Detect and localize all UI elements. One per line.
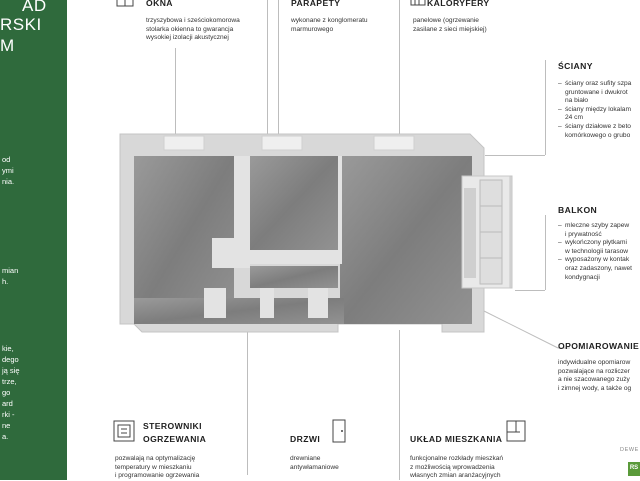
uklad-label: UKŁAD MIESZKANIA [410, 434, 503, 444]
sidebar-text: ymi [2, 166, 14, 175]
connector-line [399, 330, 400, 480]
parapety-desc-line: wykonane z konglomeratu [291, 17, 368, 24]
sidebar-text: trze, [2, 377, 17, 386]
sidebar-text: mian [2, 266, 19, 275]
sterowniki-desc-line: pozwalają na optymalizację [115, 455, 196, 462]
uklad-desc-line: własnych zmian aranżacyjnych [410, 472, 501, 480]
floor-plan [112, 128, 520, 340]
sterowniki-label-line-1: STEROWNIKI [143, 421, 202, 431]
sciany-item-line: na biało [565, 97, 589, 105]
okna-desc-line: wysokiej izolacji akustycznej [146, 34, 229, 42]
window-icon [116, 0, 134, 13]
sterowniki-description [115, 455, 199, 481]
sidebar-text: ard [2, 399, 13, 408]
balkon-item-line: i prywatność [565, 230, 602, 238]
sciany-item-line: komórkowego o grubo [565, 131, 631, 139]
opomiarowanie-description [558, 359, 631, 393]
balkon-item-line: – mleczne szyby zapew [558, 222, 632, 231]
sidebar-text: rki - [2, 410, 15, 419]
uklad-desc-line: funkcjonalne rozkłady mieszkań [410, 455, 504, 462]
kaloryfery-description [413, 17, 487, 34]
uklad-desc-line: z możliwością wprowadzenia [410, 463, 495, 471]
sidebar-heading-line-2: RSKI [0, 15, 42, 34]
sidebar-text: go [2, 388, 11, 397]
sciany-item-line: 24 cm [565, 114, 583, 122]
okna-desc-line: stolarka okienna to gwarancja [146, 25, 234, 33]
opomiarowanie-desc-line: i zimnej wody, a także og [558, 384, 632, 392]
sciany-label: ŚCIANY [558, 61, 593, 71]
balkon-item-line: kondygnacji [565, 273, 600, 281]
thermostat-icon [113, 420, 135, 447]
uklad-description [410, 455, 503, 481]
parapety-label: PARAPETY [291, 0, 341, 8]
sciany-item-line: – ściany oraz sufity szpa [558, 80, 631, 89]
connector-line [545, 60, 546, 155]
door-icon [332, 419, 346, 448]
drzwi-label: DRZWI [290, 434, 321, 444]
sciany-item-line: – ściany działowe z beto [558, 123, 631, 132]
floorplan-icon [506, 420, 526, 447]
sidebar-text: a. [2, 432, 9, 441]
sidebar-heading-line-3: M [0, 36, 15, 55]
sterowniki-desc-line: i programowanie ogrzewania [115, 472, 200, 480]
sidebar-text: nia. [2, 177, 15, 186]
sidebar-heading-line-1: AD [22, 0, 47, 15]
balkon-item-line: – wykończony płytkami [558, 239, 632, 248]
connector-line [247, 330, 248, 475]
sidebar-text: ne [2, 421, 11, 430]
kaloryfery-desc-line: zasilane z sieci miejskiej) [413, 25, 487, 33]
kaloryfery-desc-line: panelowe (ogrzewanie [413, 17, 479, 24]
connector-line [278, 0, 279, 135]
opomiarowanie-label: OPOMIAROWANIE [558, 341, 640, 351]
sterowniki-label-line-2: OGRZEWANIA [143, 434, 207, 444]
parapety-description [291, 17, 368, 34]
parapety-desc-line: marmurowego [291, 25, 334, 33]
sterowniki-desc-line: temperatury w mieszkaniu [115, 463, 192, 471]
opomiarowanie-desc-line: pozwalające na rozliczer [558, 367, 630, 375]
connector-line [399, 0, 400, 135]
balkon-item-line: oraz zadaszony, nawet [565, 264, 632, 272]
sidebar-text: ją się [2, 366, 20, 375]
sciany-item-line: gruntowane i dwukrot [565, 88, 628, 96]
sidebar-text: dego [2, 355, 19, 364]
balkon-label: BALKON [558, 205, 598, 215]
sciany-description [558, 80, 631, 140]
sidebar-panel [0, 0, 67, 480]
okna-label: OKNA [146, 0, 173, 8]
sidebar-text: kie, [2, 344, 14, 353]
drzwi-description [290, 455, 339, 472]
opomiarowanie-desc-line: indywidualne opomiarow [558, 359, 631, 366]
connector-line [267, 0, 268, 135]
sidebar-text: h. [2, 277, 9, 286]
sidebar-text: od [2, 155, 11, 164]
drzwi-desc-line: antywłamaniowe [290, 463, 339, 471]
opomiarowanie-desc-line: a nie szacowanego zuży [558, 376, 630, 384]
sciany-item-line: – ściany między lokalam [558, 106, 631, 115]
radiator-icon [410, 0, 426, 13]
connector-line [545, 215, 546, 290]
footer-text: DEWE [620, 447, 639, 453]
okna-description [146, 17, 240, 43]
brand-logo: RS [628, 462, 640, 476]
balkon-item-line: w technologii tarasow [565, 247, 629, 255]
okna-desc-line: trzyszybowa i sześciokomorowa [146, 17, 240, 24]
kaloryfery-label: KALORYFERY [427, 0, 490, 8]
connector-line [175, 48, 176, 135]
balkon-description [558, 222, 632, 282]
balkon-item-line: – wyposażony w kontak [558, 256, 632, 265]
drzwi-desc-line: drewniane [290, 455, 321, 462]
